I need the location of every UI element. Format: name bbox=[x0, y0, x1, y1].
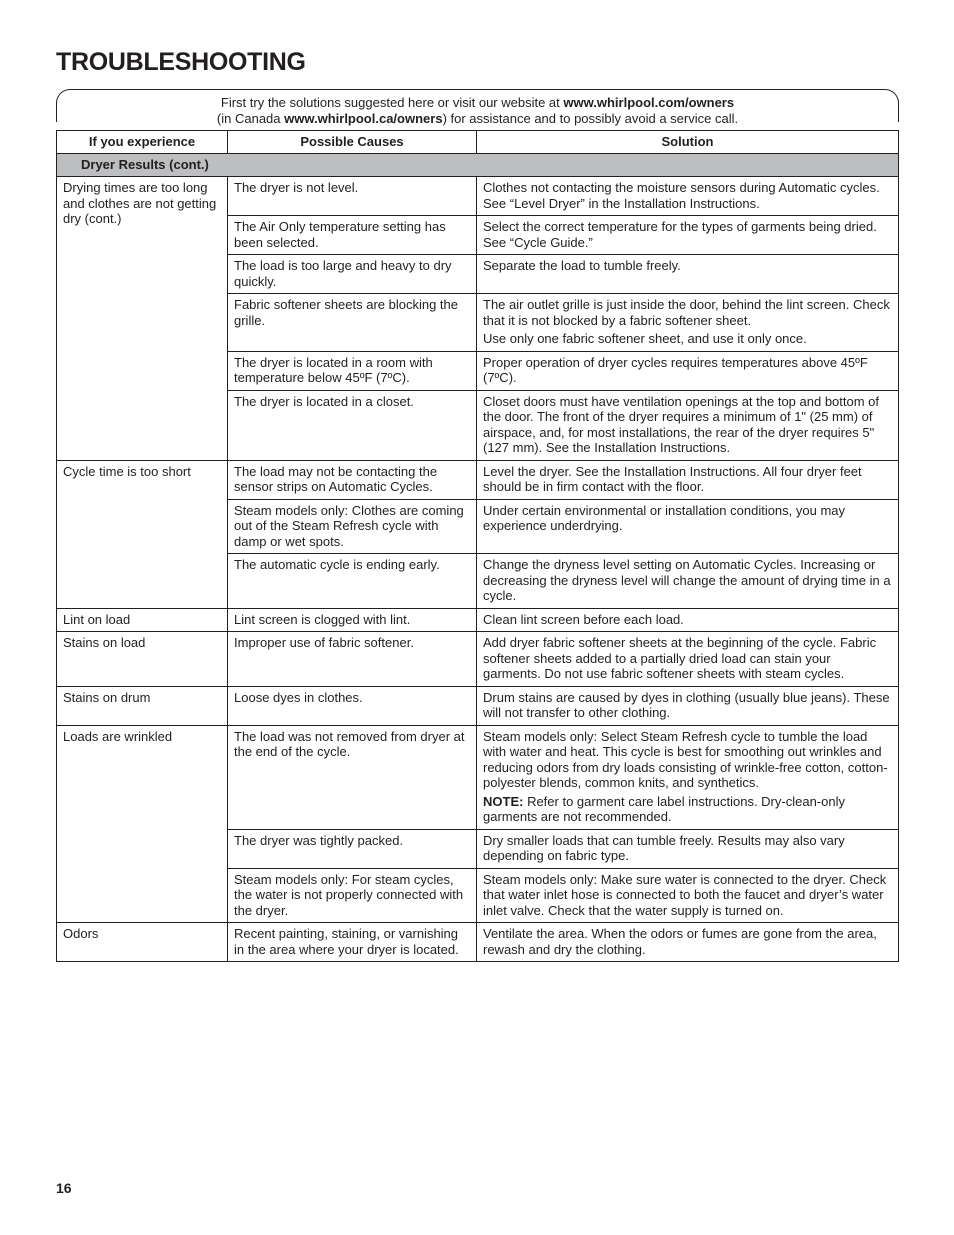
cause-cell: Improper use of fabric softener. bbox=[228, 632, 477, 687]
table-row bbox=[57, 725, 899, 829]
solution-text: Closet doors must have ventilation openings at the top and bottom of the door. The front of the dryer requires a minimum of 1" (25 mm) of airspace, and, for most installations, the rear of the dryer requires 5" (127 mm). See the Installation Instructions. bbox=[483, 393, 880, 455]
cause-cell: Recent painting, staining, or varnishing in the area where your dryer is located. bbox=[228, 923, 477, 962]
solution-text: Proper operation of dryer cycles requires temperatures above 45ºF (7ºC). bbox=[483, 354, 868, 385]
table-row bbox=[57, 608, 899, 632]
solution-text: Steam models only: Select Steam Refresh cycle to tumble the load with water and heat. This cycle is best for smoothing out wrinkles and reducing odors from dry loads consisting of wrinkle-free cotton, cotton-polyester blends, common knits, and synthetics. bbox=[483, 728, 888, 790]
cause-cell: Loose dyes in clothes. bbox=[228, 686, 477, 725]
table-row bbox=[57, 177, 899, 216]
solution-cell bbox=[477, 725, 899, 829]
solution-cell bbox=[477, 686, 899, 725]
solution-cell bbox=[477, 216, 899, 255]
solution-cell bbox=[477, 460, 899, 499]
intro-line2-prefix: (in Canada bbox=[216, 110, 285, 126]
solution-text: Add dryer fabric softener sheets at the beginning of the cycle. Fabric softener sheets added to a partially dried load can stain your garments. Do not use fabric softener sheets with steam cycles. bbox=[483, 635, 877, 681]
note-label: NOTE: bbox=[483, 793, 524, 809]
solution-text: Dry smaller loads that can tumble freely. Results may also vary depending on fabric type. bbox=[483, 832, 845, 863]
solution-cell bbox=[477, 868, 899, 923]
solution-cell bbox=[477, 294, 899, 352]
table-row bbox=[57, 923, 899, 962]
cause-cell: The load is too large and heavy to dry quickly. bbox=[228, 255, 477, 294]
solution-cell bbox=[477, 829, 899, 868]
solution-text: Ventilate the area. When the odors or fumes are gone from the area, rewash and dry the clothing. bbox=[483, 926, 877, 957]
intro-line2-suffix: ) for assistance and to possibly avoid a service call. bbox=[442, 110, 739, 126]
solution-text: The air outlet grille is just inside the door, behind the lint screen. Check that it is not blocked by a fabric softener sheet. bbox=[483, 297, 890, 328]
problem-cell: Stains on drum bbox=[57, 686, 228, 725]
solution-cell bbox=[477, 499, 899, 554]
whirlpool-ca-link[interactable]: www.whirlpool.ca/owners bbox=[284, 110, 443, 126]
solution-text: Steam models only: Make sure water is connected to the dryer. Check that water inlet hose is connected to both the faucet and dryer’s water inlet valve. Check that the water supply is turned on. bbox=[483, 871, 887, 918]
solution-text: Change the dryness level setting on Automatic Cycles. Increasing or decreasing the dryness level will change the amount of drying time in a cycle. bbox=[483, 557, 891, 603]
cause-cell: The load was not removed from dryer at the end of the cycle. bbox=[228, 725, 477, 829]
intro-line1-text: First try the solutions suggested here or visit our website at bbox=[220, 95, 564, 110]
table-row bbox=[57, 460, 899, 499]
cause-cell: Steam models only: For steam cycles, the water is not properly connected with the dryer. bbox=[228, 868, 477, 923]
solution-text: Use only one fabric softener sheet, and use it only once. bbox=[483, 331, 807, 346]
solution-text: Drum stains are caused by dyes in clothing (usually blue jeans). These will not transfer to other clothing. bbox=[483, 689, 890, 720]
cause-cell: The load may not be contacting the sensor strips on Automatic Cycles. bbox=[228, 460, 477, 499]
intro-text bbox=[57, 90, 898, 126]
note bbox=[483, 794, 892, 825]
troubleshooting-table bbox=[56, 130, 899, 962]
solution-cell bbox=[477, 390, 899, 460]
cause-cell: The Air Only temperature setting has been selected. bbox=[228, 216, 477, 255]
solution-text: Clothes not contacting the moisture sensors during Automatic cycles. See “Level Dryer” in the Installation Instructions. bbox=[483, 180, 880, 211]
problem-cell: Odors bbox=[57, 923, 228, 962]
solution-text: Clean lint screen before each load. bbox=[483, 611, 684, 627]
cause-cell: The dryer is located in a closet. bbox=[228, 390, 477, 460]
solution-cell bbox=[477, 351, 899, 390]
problem-cell: Drying times are too long and clothes are not getting dry (cont.) bbox=[57, 177, 228, 461]
problem-cell: Lint on load bbox=[57, 608, 228, 632]
solution-text: Under certain environmental or installation conditions, you may experience underdrying. bbox=[483, 502, 846, 533]
cause-cell: Steam models only: Clothes are coming out of the Steam Refresh cycle with damp or wet spots. bbox=[228, 499, 477, 554]
intro-box bbox=[56, 89, 899, 126]
solution-cell bbox=[477, 923, 899, 962]
header-solution: Solution bbox=[477, 131, 899, 154]
solution-cell bbox=[477, 632, 899, 687]
cause-cell: The dryer was tightly packed. bbox=[228, 829, 477, 868]
table-header-row bbox=[57, 131, 899, 154]
page-number: 16 bbox=[56, 1180, 72, 1196]
cause-cell: Lint screen is clogged with lint. bbox=[228, 608, 477, 632]
solution-cell bbox=[477, 608, 899, 632]
header-if-you-experience: If you experience bbox=[57, 131, 228, 154]
note-text: Refer to garment care label instructions. Dry-clean-only garments are not recommended. bbox=[483, 793, 845, 824]
solution-cell bbox=[477, 177, 899, 216]
problem-cell: Loads are wrinkled bbox=[57, 725, 228, 923]
problem-cell: Stains on load bbox=[57, 632, 228, 687]
whirlpool-us-link[interactable]: www.whirlpool.com/owners bbox=[563, 95, 735, 110]
cause-cell: The automatic cycle is ending early. bbox=[228, 554, 477, 609]
solution-text: Level the dryer. See the Installation Instructions. All four dryer feet should be in firm contact with the floor. bbox=[483, 463, 862, 494]
problem-cell: Cycle time is too short bbox=[57, 460, 228, 608]
cause-cell: The dryer is not level. bbox=[228, 177, 477, 216]
section-title: Dryer Results (cont.) bbox=[57, 153, 899, 177]
table-row bbox=[57, 632, 899, 687]
cause-cell: Fabric softener sheets are blocking the grille. bbox=[228, 294, 477, 352]
solution-cell bbox=[477, 255, 899, 294]
page-title: TROUBLESHOOTING bbox=[56, 48, 306, 76]
section-row bbox=[57, 153, 899, 177]
solution-cell bbox=[477, 554, 899, 609]
table-row bbox=[57, 686, 899, 725]
header-possible-causes: Possible Causes bbox=[228, 131, 477, 154]
cause-cell: The dryer is located in a room with temperature below 45ºF (7ºC). bbox=[228, 351, 477, 390]
solution-text: Separate the load to tumble freely. bbox=[483, 258, 681, 273]
solution-text: Select the correct temperature for the types of garments being dried. See “Cycle Guide.” bbox=[483, 219, 877, 250]
